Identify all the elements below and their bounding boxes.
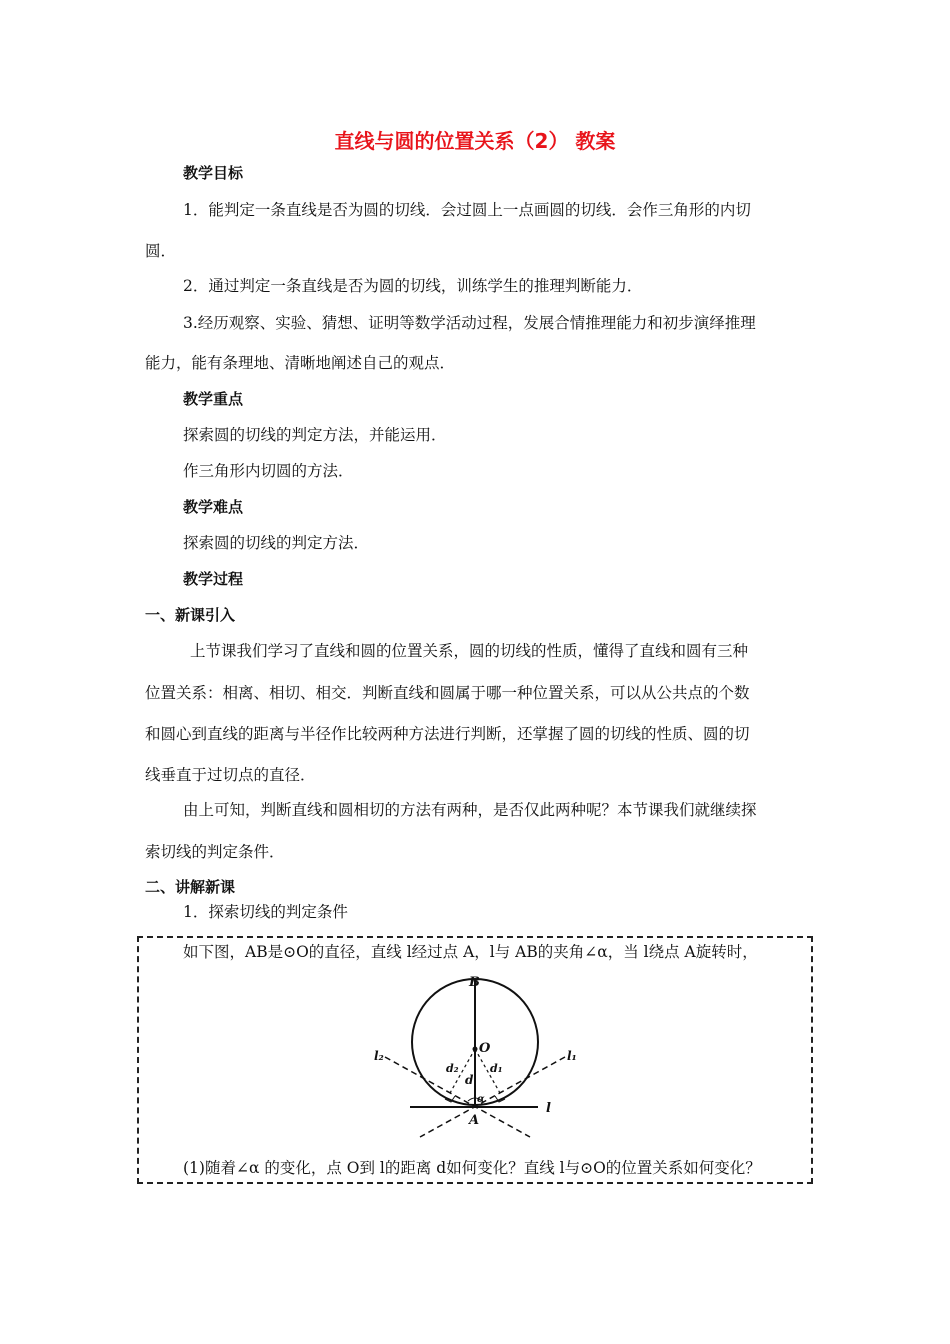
section-1-para-1-line-3: 和圆心到直线的距离与半径作比较两种方法进行判断，还掌握了圆的切线的性质、圆的切 <box>145 725 750 743</box>
section-2-heading: 二、讲解新课 <box>145 878 236 896</box>
box-intro-line: 如下图，AB是⊙O的直径，直线 l经过点 A，l与 AB的夹角∠α，当 l绕点 A旋转时， <box>183 943 758 961</box>
label-d1: d₁ <box>490 1062 503 1075</box>
section-2-subheading: 1．探索切线的判定条件 <box>183 903 348 921</box>
process-heading: 教学过程 <box>183 570 244 588</box>
section-1-heading: 一、新课引入 <box>145 606 236 624</box>
objective-3-line-1: 3.经历观察、实验、猜想、证明等数学活动过程，发展合情推理能力和初步演绎推理 <box>183 314 756 332</box>
key-point-1: 探索圆的切线的判定方法，并能运用． <box>183 426 447 444</box>
label-l2: l₂ <box>374 1049 384 1063</box>
center-o-point <box>473 1047 478 1052</box>
label-a: A <box>469 1113 480 1128</box>
objective-1-line-1: 1．能判定一条直线是否为圆的切线．会过圆上一点画圆的切线．会作三角形的内切 <box>183 201 751 219</box>
section-1-para-1-line-2: 位置关系：相离、相切、相交．判断直线和圆属于哪一种位置关系，可以从公共点的个数 <box>145 684 750 702</box>
objective-1-line-2: 圆． <box>145 242 177 260</box>
label-o: O <box>479 1041 491 1056</box>
label-b: B <box>469 975 480 990</box>
label-l1: l₁ <box>567 1049 577 1063</box>
section-1-para-1-line-4: 线垂直于过切点的直径． <box>145 766 316 784</box>
circle-tangent-diagram <box>360 972 590 1142</box>
difficulty-1: 探索圆的切线的判定方法． <box>183 534 370 552</box>
objective-3-line-2: 能力，能有条理地、清晰地阐述自己的观点． <box>145 354 456 372</box>
box-question-1: (1)随着∠α 的变化，点 O到 l的距离 d如何变化？直线 l与⊙O的位置关系如何变化？ <box>183 1159 761 1177</box>
objectives-heading: 教学目标 <box>183 164 244 182</box>
label-d: d <box>465 1073 474 1087</box>
label-l: l <box>546 1101 551 1116</box>
section-1-para-2-line-1: 由上可知，判断直线和圆相切的方法有两种，是否仅此两种呢？本节课我们就继续探 <box>183 801 757 819</box>
section-1-para-1-line-1: 上节课我们学习了直线和圆的位置关系，圆的切线的性质，懂得了直线和圆有三种 <box>190 642 749 660</box>
section-1-para-2-line-2: 索切线的判定条件． <box>145 843 285 861</box>
key-point-2: 作三角形内切圆的方法． <box>183 462 354 480</box>
document-title: 直线与圆的位置关系（2） 教案 <box>334 129 616 153</box>
key-points-heading: 教学重点 <box>183 390 244 408</box>
label-alpha: α <box>477 1094 485 1105</box>
difficulty-heading: 教学难点 <box>183 498 244 516</box>
label-d2: d₂ <box>446 1062 459 1075</box>
objective-2: 2．通过判定一条直线是否为圆的切线，训练学生的推理判断能力． <box>183 277 643 295</box>
